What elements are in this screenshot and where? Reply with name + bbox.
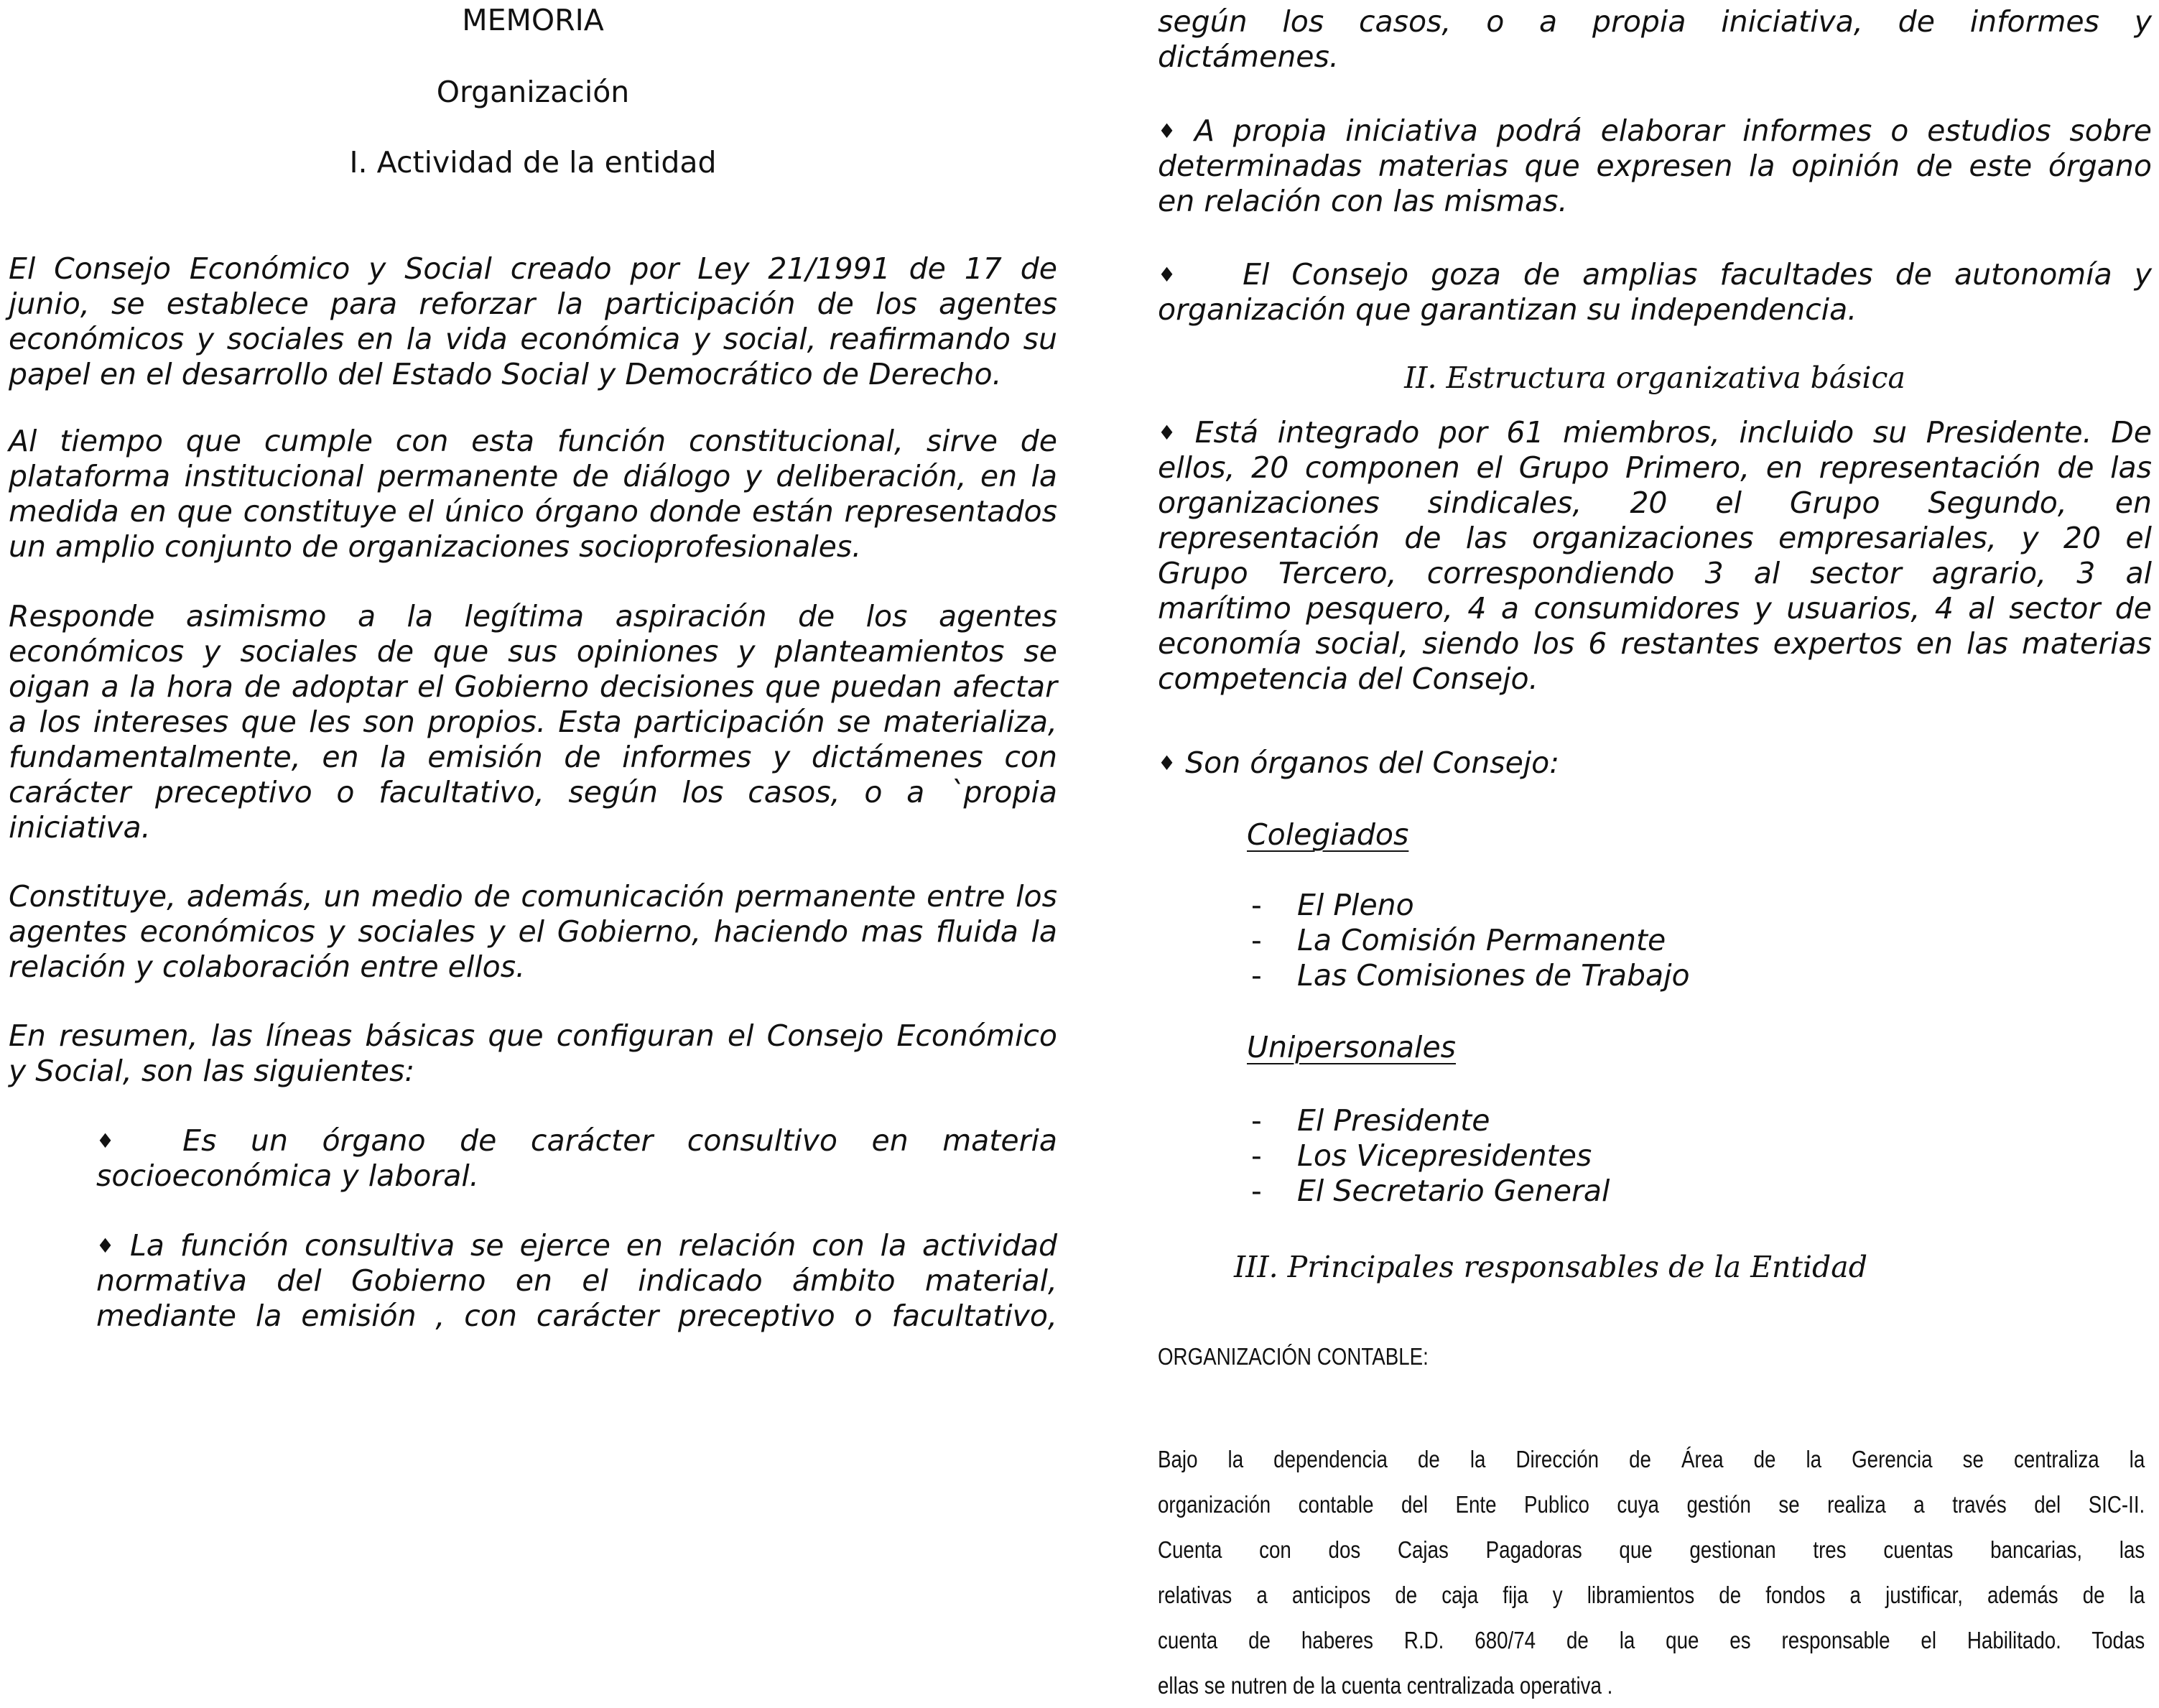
list-item	[1251, 1174, 1610, 1209]
paragraph-line: Grupo Tercero, correspondiendo 3 al sector agrario, 3 al	[1158, 556, 2152, 590]
section-2-title: II. Estructura organizativa básica	[1404, 361, 1905, 395]
paragraph-line: plataforma institucional permanente de diálogo y deliberación, en la	[9, 459, 1057, 493]
diamond-bullet-icon: ♦	[96, 1129, 115, 1153]
list-item	[1251, 1103, 1610, 1138]
bullet-text: socioeconómica y laboral.	[96, 1159, 479, 1193]
bullet-text: normativa del Gobierno en el indicado ámbito material,	[96, 1263, 1057, 1298]
paragraph-line: marítimo pesquero, 4 a consumidores y usuarios, 4 al sector de	[1158, 591, 2152, 626]
bullet-text: determinadas materias que expresen la opinión de este órgano	[1158, 149, 2152, 183]
paragraph-line: económicos y sociales de que sus opiniones y planteamientos se	[9, 634, 1057, 669]
paragraph-line: ellos, 20 componen el Grupo Primero, en representación de las	[1158, 450, 2152, 485]
section-3-title: III. Principales responsables de la Entidad	[1234, 1250, 1867, 1284]
paragraph-line: iniciativa.	[9, 810, 151, 845]
list-item	[1251, 888, 1690, 923]
bullet-text: La función consultiva se ejerce en relación con la actividad	[129, 1228, 1057, 1263]
colegiados-title: Colegiados	[1247, 817, 1409, 852]
paragraph-line: Al tiempo que cumple con esta función constitucional, sirve de	[9, 424, 1057, 458]
organizacion-title: Organización	[436, 75, 630, 109]
section-1-title: I. Actividad de la entidad	[349, 145, 717, 180]
list-item	[1251, 1138, 1610, 1174]
members-paragraph	[1158, 415, 2152, 697]
continuation-text	[1158, 4, 2152, 75]
paragraph-line: a los intereses que les son propios. Esta participación se materializa,	[9, 705, 1057, 739]
paragraph-line: cuenta de haberes R.D. 680/74 de la que es responsable el Habilitado. Todas	[1158, 1627, 2145, 1653]
dash-bullet-icon: -	[1251, 1174, 1262, 1208]
list-item-text: El Secretario General	[1297, 1174, 1610, 1208]
paragraph-line: ellas se nutren de la cuenta centralizada operativa .	[1158, 1672, 1613, 1699]
list-item-text: El Pleno	[1297, 888, 1414, 922]
paragraph-line: económicos y sociales en la vida económica y social, reafirmando su	[9, 322, 1057, 356]
paragraph-line: medida en que constituye el único órgano donde están representados	[9, 494, 1057, 529]
paragraph-line: En resumen, las líneas básicas que configuran el Consejo Económico	[9, 1018, 1057, 1053]
list-item	[1251, 958, 1690, 993]
bullet-text: organización que garantizan su independencia.	[1158, 292, 1857, 327]
paragraph-line: carácter preceptivo o facultativo, según los casos, o a `propia	[9, 775, 1057, 809]
paragraph-line: relación y colaboración entre ellos.	[9, 950, 526, 984]
paragraph-line: papel en el desarrollo del Estado Social y Democrático de Derecho.	[9, 357, 1002, 391]
paragraph-line: Constituye, además, un medio de comunicación permanente entre los	[9, 879, 1057, 914]
paragraph-line: organizaciones sindicales, 20 el Grupo Segundo, en	[1158, 486, 2152, 520]
bullet-text: El Consejo goza de amplias facultades de autonomía y	[1243, 257, 2152, 292]
paragraph-line: oigan a la hora de adoptar el Gobierno decisiones que puedan afectar	[9, 669, 1057, 704]
paragraph-line: El Consejo Económico y Social creado por Ley 21/1991 de 17 de	[9, 251, 1057, 286]
diamond-bullet-icon: ♦	[1158, 119, 1176, 143]
bullet-text: Está integrado por 61 miembros, incluido su Presidente. De	[1194, 415, 2152, 450]
dash-bullet-icon: -	[1251, 958, 1262, 993]
diamond-bullet-icon: ♦	[1158, 263, 1176, 287]
organizacion-contable-title: ORGANIZACIÓN CONTABLE:	[1158, 1343, 1429, 1370]
organos-intro-text: Son órganos del Consejo:	[1185, 746, 1560, 780]
paragraph-line: Cuenta con dos Cajas Pagadoras que gestionan tres cuentas bancarias, las	[1158, 1536, 2145, 1563]
dash-bullet-icon: -	[1251, 1103, 1262, 1138]
bullet-funcion-consultiva	[96, 1228, 1057, 1334]
paragraph-2	[9, 424, 1057, 565]
organos-intro	[1158, 746, 1559, 781]
paragraph-1	[9, 251, 1057, 392]
unipersonales-title: Unipersonales	[1247, 1030, 1457, 1064]
paragraph-line: junio, se establece para reforzar la participación de los agentes	[9, 287, 1057, 321]
dash-bullet-icon: -	[1251, 923, 1262, 957]
paragraph-line: Bajo la dependencia de la Dirección de Área de la Gerencia se centraliza la	[1158, 1446, 2145, 1472]
dash-bullet-icon: -	[1251, 1138, 1262, 1173]
diamond-bullet-icon: ♦	[96, 1234, 115, 1258]
bullet-text: Es un órgano de carácter consultivo en materia	[182, 1123, 1057, 1158]
bullet-text: mediante la emisión , con carácter preceptivo o facultativo,	[96, 1299, 1057, 1333]
bullet-text: en relación con las mismas.	[1158, 184, 1568, 218]
paragraph-line: economía social, siendo los 6 restantes expertos en las materias	[1158, 626, 2152, 661]
paragraph-line: y Social, son las siguientes:	[9, 1054, 415, 1088]
paragraph-line: agentes económicos y sociales y el Gobierno, haciendo mas fluida la	[9, 914, 1057, 949]
bullet-text: A propia iniciativa podrá elaborar informes o estudios sobre	[1194, 113, 2152, 148]
memoria-title: MEMORIA	[462, 3, 604, 37]
diamond-bullet-icon: ♦	[1158, 751, 1176, 775]
paragraph-line: representación de las organizaciones empresariales, y 20 el	[1158, 521, 2152, 555]
bullet-propia-iniciativa	[1158, 113, 2152, 219]
list-item-text: Las Comisiones de Trabajo	[1297, 958, 1690, 993]
paragraph-line: organización contable del Ente Publico cuya gestión se realiza a través del SIC-II.	[1158, 1491, 2145, 1518]
paragraph-4	[9, 879, 1057, 985]
organizacion-contable-paragraph	[1158, 1437, 2145, 1708]
diamond-bullet-icon: ♦	[1158, 421, 1176, 445]
paragraph-5	[9, 1018, 1057, 1089]
bullet-autonomia	[1158, 257, 2152, 328]
paragraph-line: fundamentalmente, en la emisión de informes y dictámenes con	[9, 740, 1057, 774]
list-item-text: La Comisión Permanente	[1297, 923, 1666, 957]
list-item-text: Los Vicepresidentes	[1297, 1138, 1592, 1173]
paragraph-line: Responde asimismo a la legítima aspiración de los agentes	[9, 599, 1057, 633]
unipersonales-list	[1251, 1103, 1610, 1209]
list-item-text: El Presidente	[1297, 1103, 1490, 1138]
paragraph-3	[9, 599, 1057, 845]
paragraph-line: relativas a anticipos de caja fija y libramientos de fondos a justificar, además de la	[1158, 1582, 2145, 1608]
paragraph-line: un amplio conjunto de organizaciones socioprofesionales.	[9, 529, 862, 564]
paragraph-line: competencia del Consejo.	[1158, 662, 1538, 696]
paragraph-line: según los casos, o a propia iniciativa, de informes y	[1158, 4, 2152, 39]
colegiados-list	[1251, 888, 1690, 993]
list-item	[1251, 923, 1690, 958]
dash-bullet-icon: -	[1251, 888, 1262, 922]
paragraph-line: dictámenes.	[1158, 40, 1339, 74]
bullet-consultivo	[96, 1123, 1057, 1194]
